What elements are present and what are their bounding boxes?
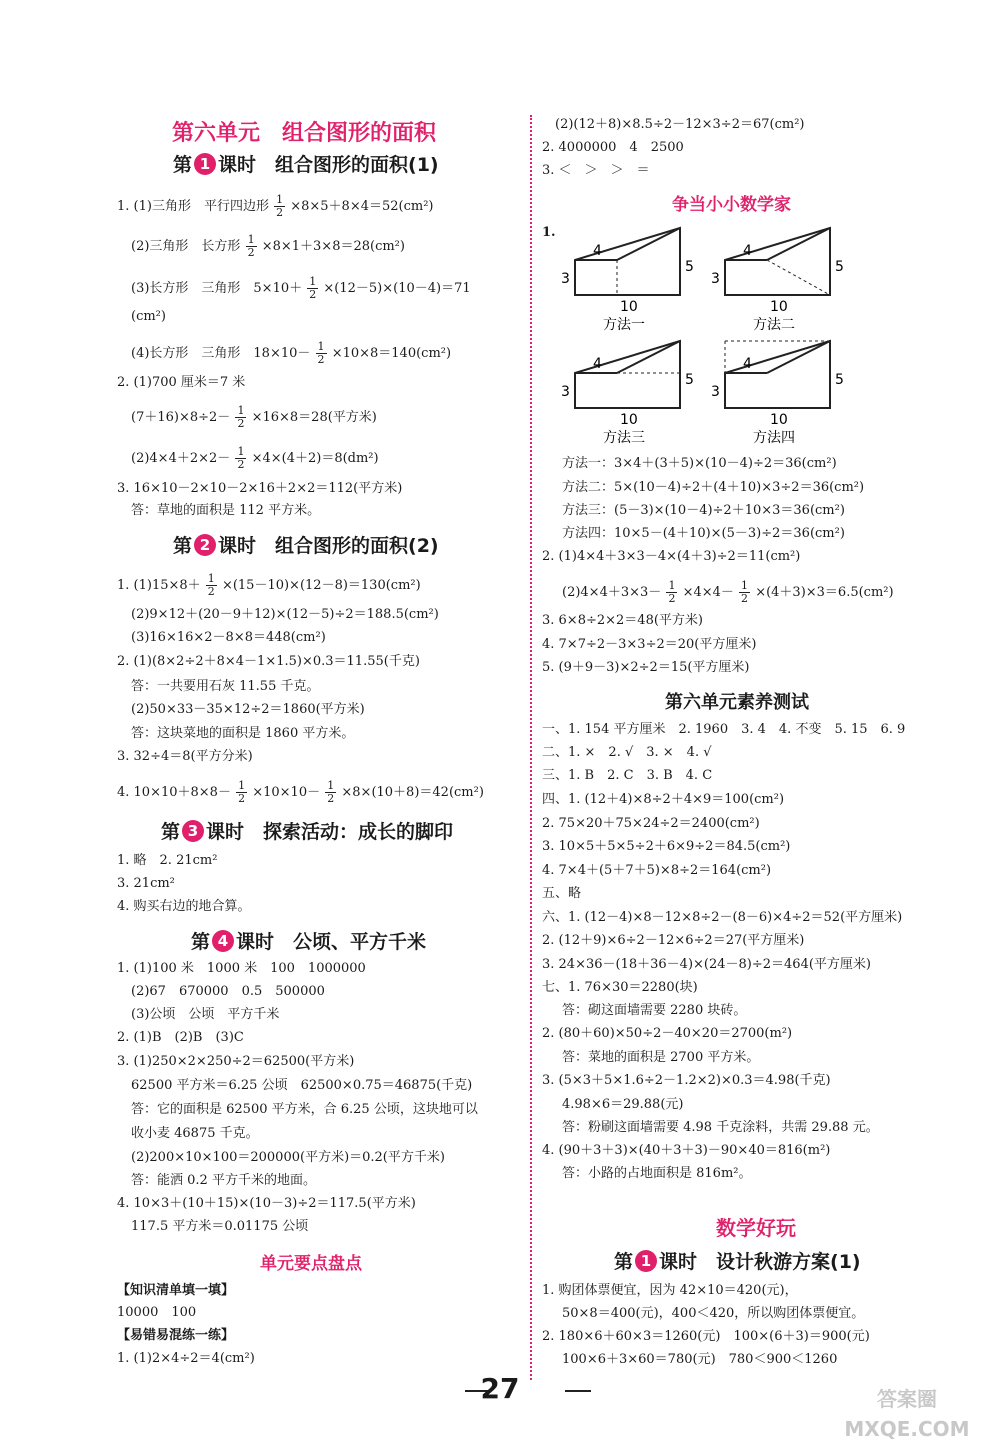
answer-line: (2)9×12＋(20－9＋12)×(12－5)÷2＝188.5(cm²) — [131, 607, 439, 622]
review-title: 单元要点盘点 — [260, 1254, 362, 1274]
svg-text:10: 10 — [620, 412, 638, 428]
column-divider — [530, 115, 532, 1380]
answer-line: 4. 10×10＋8×8－ $\frac{1}{2}$ ×10×10－ $\frac{1}{2}$ ×8×(10＋8)＝42(cm²) — [117, 779, 484, 805]
answer-line: (2)(12＋8)×8.5÷2－12×3÷2＝67(cm²) — [555, 117, 805, 132]
answer-line: 五、略 — [542, 886, 582, 901]
answer-line: 1. (1)15×8＋ $\frac{1}{2}$ ×(15－10)×(12－8)＝130(cm²) — [117, 572, 421, 598]
fraction: $\frac{1}{2}$ — [237, 445, 245, 471]
fraction: $\frac{1}{2}$ — [741, 579, 749, 605]
lesson-number-badge: 1 — [635, 1250, 657, 1272]
figure-method-2 — [705, 225, 865, 335]
answer-line: 4. 7×7÷2－3×3÷2＝20(平方厘米) — [542, 637, 757, 652]
fraction: $\frac{1}{2}$ — [238, 779, 246, 805]
lesson-3-title: 第 3 课时 探索活动：成长的脚印 — [161, 821, 454, 843]
answer-line: (2)4×4＋3×3－ $\frac{1}{2}$ ×4×4－ $\frac{1}{2}$ ×(4＋3)×3＝6.5(cm²) — [562, 579, 894, 605]
lesson-prefix: 第 — [173, 154, 193, 176]
answer-line: 答：它的面积是 62500 平方米，合 6.25 公顷，这块地可以 — [131, 1102, 478, 1117]
answer-line: 答：粉刷这面墙需要 4.98 千克涂料，共需 29.88 元。 — [562, 1120, 879, 1135]
fun-lesson-title: 第 1 课时 设计秋游方案(1) — [614, 1251, 861, 1273]
answer-line: 2. (1)4×4＋3×3－4×(4＋3)÷2＝11(cm²) — [542, 549, 801, 564]
fraction: $\frac{1}{2}$ — [668, 579, 676, 605]
answer-line: 4. (90＋3＋3)×(40＋3＋3)－90×40＝816(m²) — [542, 1143, 831, 1158]
answer-line: 5. (9＋9－3)×2÷2＝15(平方厘米) — [542, 660, 750, 675]
answer-line: 2. (1)B (2)B (3)C — [117, 1030, 244, 1045]
answer-line: (2)67 670000 0.5 500000 — [131, 984, 325, 999]
answer-line: 一、1. 154 平方厘米 2. 1960 3. 4 4. 不变 5. 15 6. 9 — [542, 722, 906, 737]
answer-line: 答：草地的面积是 112 平方米。 — [131, 503, 321, 518]
figure-method-4 — [705, 338, 865, 448]
answer-line: 100×6＋3×60＝780(元) 780＜900＜1260 — [562, 1352, 838, 1367]
answer-line: 3. ＜ ＞ ＞ ＝ — [542, 163, 650, 178]
answer-line: 1. 略 2. 21cm² — [117, 853, 218, 868]
answer-line: (3)16×16×2－8×8＝448(cm²) — [131, 630, 326, 645]
answer-line: 2. 4000000 4 2500 — [542, 140, 684, 155]
svg-text:3: 3 — [561, 384, 570, 400]
answer-line: 3. 10×5＋5×5÷2＋6×9÷2＝84.5(cm²) — [542, 839, 791, 854]
answer-line: 方法二：5×(10－4)÷2＋(4＋10)×3÷2＝36(cm²) — [562, 480, 865, 495]
answer-line: 4. 购买右边的地合算。 — [117, 899, 251, 914]
lesson-1-title — [173, 150, 439, 177]
answer-line: 10000 100 — [117, 1305, 197, 1320]
answer-line: 四、1. (12＋4)×8÷2＋4×9＝100(cm²) — [542, 792, 785, 807]
lesson-4-title: 第 4 课时 公顷、平方千米 — [191, 931, 427, 953]
answer-line: 62500 平方米＝6.25 公顷 62500×0.75＝46875(千克) — [131, 1078, 473, 1093]
svg-text:10: 10 — [770, 299, 788, 315]
answer-line: 2. (1)700 厘米＝7 米 — [117, 375, 246, 390]
lesson-number-badge: 2 — [194, 534, 216, 556]
answer-line: 3. 6×8÷2×2＝48(平方米) — [542, 613, 703, 628]
answer-line: 答：能洒 0.2 平方千米的地面。 — [131, 1173, 316, 1188]
svg-text:4: 4 — [743, 243, 752, 259]
fraction: $\frac{1}{2}$ — [207, 572, 215, 598]
figure-method-3 — [555, 338, 715, 448]
answer-line: (2)三角形 长方形 $\frac{1}{2}$ ×8×1＋3×8＝28(cm²) — [131, 233, 405, 259]
answer-line: 六、1. (12－4)×8－12×8÷2－(8－6)×4÷2＝52(平方厘米) — [542, 910, 903, 925]
lesson-number-badge: 3 — [182, 820, 204, 842]
section-tag: 【知识清单填一填】 — [117, 1283, 235, 1298]
answer-line: 1. (1)2×4÷2＝4(cm²) — [117, 1351, 255, 1366]
svg-text:方法三: 方法三 — [603, 430, 645, 446]
lesson-number-badge: 4 — [212, 930, 234, 952]
page-number-dash-right — [565, 1390, 591, 1392]
answer-line: 答：砌这面墙需要 2280 块砖。 — [562, 1003, 747, 1018]
svg-text:5: 5 — [685, 372, 694, 388]
answer-line: 3. (5×3＋5×1.6÷2－1.2×2)×0.3＝4.98(千克) — [542, 1073, 831, 1088]
fun-title: 数学好玩 — [716, 1216, 796, 1240]
answer-line: 三、1. B 2. C 3. B 4. C — [542, 768, 713, 783]
label-left: 3 — [561, 271, 570, 287]
answer-line: 117.5 平方米＝0.01175 公顷 — [131, 1219, 309, 1234]
fraction: $\frac{1}{2}$ — [327, 779, 335, 805]
page-number: 27 — [480, 1372, 520, 1405]
watermark-logo: 答案圈 MXQE.COM — [844, 1387, 970, 1441]
svg-text:5: 5 — [835, 372, 844, 388]
answer-line: (2)200×10×100＝200000(平方米)＝0.2(平方千米) — [131, 1150, 445, 1165]
lesson-suffix: 课时 组合图形的面积(1) — [218, 154, 439, 176]
answer-line: (2)50×33－35×12÷2＝1860(平方米) — [131, 702, 365, 717]
fraction: $\frac{1}{2}$ — [247, 233, 255, 259]
answer-line: 1. (1)100 米 1000 米 100 1000000 — [117, 961, 366, 976]
answer-line: (4)长方形 三角形 18×10－ $\frac{1}{2}$ ×10×8＝140(cm²) — [131, 340, 452, 366]
answer-line: 方法三：(5－3)×(10－4)÷2＋10×3＝36(cm²) — [562, 503, 845, 518]
answer-line: 3. (1)250×2×250÷2＝62500(平方米) — [117, 1054, 355, 1069]
answer-line: 方法一：3×4＋(3＋5)×(10－4)÷2＝36(cm²) — [562, 456, 837, 471]
answer-line: (3)公顷 公顷 平方千米 — [131, 1007, 280, 1022]
answer-line: 2. 180×6＋60×3＝1260(元) 100×(6＋3)＝900(元) — [542, 1329, 870, 1344]
answer-line: 2. 75×20＋75×24÷2＝2400(cm²) — [542, 816, 760, 831]
answer-line: 答：菜地的面积是 2700 平方米。 — [562, 1050, 760, 1065]
answer-line: 3. 24×36－(18＋36－4)×(24－8)÷2＝464(平方厘米) — [542, 957, 871, 972]
answer-line: (3)长方形 三角形 5×10＋ $\frac{1}{2}$ ×(12－5)×(10－4)＝71 — [131, 275, 471, 301]
figure-method-1 — [555, 225, 715, 335]
method-label: 方法一 — [603, 317, 645, 333]
answer-line: 3. 21cm² — [117, 876, 175, 891]
answer-line: 答：小路的占地面积是 816m²。 — [562, 1166, 752, 1181]
answer-line: 4. 10×3＋(10＋15)×(10－3)÷2＝117.5(平方米) — [117, 1196, 416, 1211]
svg-text:5: 5 — [835, 259, 844, 275]
svg-text:方法四: 方法四 — [753, 430, 795, 446]
svg-text:方法二: 方法二 — [753, 317, 795, 333]
answer-line: 2. (1)(8×2÷2＋8×4－1×1.5)×0.3＝11.55(千克) — [117, 654, 420, 669]
answer-line: (2)4×4＋2×2－ $\frac{1}{2}$ ×4×(4＋2)＝8(dm²) — [131, 445, 379, 471]
answer-line: 答：一共要用石灰 11.55 千克。 — [131, 679, 320, 694]
svg-text:10: 10 — [770, 412, 788, 428]
answer-line: (7＋16)×8÷2－ $\frac{1}{2}$ ×16×8＝28(平方米) — [131, 404, 377, 430]
lesson-number-badge: 1 — [194, 153, 216, 175]
label-bottom: 10 — [620, 299, 638, 315]
answer-line: 4. 7×4＋(5＋7＋5)×8÷2＝164(cm²) — [542, 863, 772, 878]
answer-line: 4.98×6＝29.88(元) — [562, 1097, 684, 1112]
unit-title: 第六单元 组合图形的面积 — [172, 121, 437, 146]
svg-text:3: 3 — [711, 384, 720, 400]
section-tag: 【易错易混练一练】 — [117, 1328, 235, 1343]
answer-line: 答：这块菜地的面积是 1860 平方米。 — [131, 726, 355, 741]
svg-text:3: 3 — [711, 271, 720, 287]
answer-line: 2. (80＋60)×50÷2－40×20＝2700(m²) — [542, 1026, 793, 1041]
answer-line: 2. (12＋9)×6÷2－12×6÷2＝27(平方厘米) — [542, 933, 805, 948]
answer-line: 方法四：10×5－(4＋10)×(5－3)÷2＝36(cm²) — [562, 526, 845, 541]
test-title: 第六单元素养测试 — [665, 692, 809, 713]
fraction: $\frac{1}{2}$ — [237, 404, 245, 430]
label-right: 5 — [685, 259, 694, 275]
svg-text:4: 4 — [743, 356, 752, 372]
fraction: $\frac{1}{2}$ — [276, 193, 284, 219]
answer-line: 二、1. × 2. √ 3. × 4. √ — [542, 745, 712, 760]
game-title: 争当小小数学家 — [672, 195, 791, 215]
answer-line: 1. 购团体票便宜，因为 42×10＝420(元)， — [542, 1283, 798, 1298]
label-top: 4 — [593, 243, 602, 259]
answer-line: 3. 16×10－2×10－2×16＋2×2＝112(平方米) — [117, 481, 403, 496]
lesson-2-title: 第 2 课时 组合图形的面积(2) — [173, 535, 439, 557]
answer-line: 收小麦 46875 千克。 — [131, 1126, 259, 1141]
answer-line: 1. (1)三角形 平行四边形 $\frac{1}{2}$ ×8×5＋8×4＝52(cm²) — [117, 193, 434, 219]
answer-line: (cm²) — [131, 309, 166, 324]
fraction: $\frac{1}{2}$ — [317, 340, 325, 366]
question-number: 1. — [542, 225, 556, 240]
answer-line: 七、1. 76×30＝2280(块) — [542, 980, 698, 995]
fraction: $\frac{1}{2}$ — [309, 275, 317, 301]
answer-line: 50×8＝400(元)，400＜420，所以购团体票便宜。 — [562, 1306, 865, 1321]
answer-line: 3. 32÷4＝8(平方分米) — [117, 749, 253, 764]
svg-text:4: 4 — [593, 356, 602, 372]
